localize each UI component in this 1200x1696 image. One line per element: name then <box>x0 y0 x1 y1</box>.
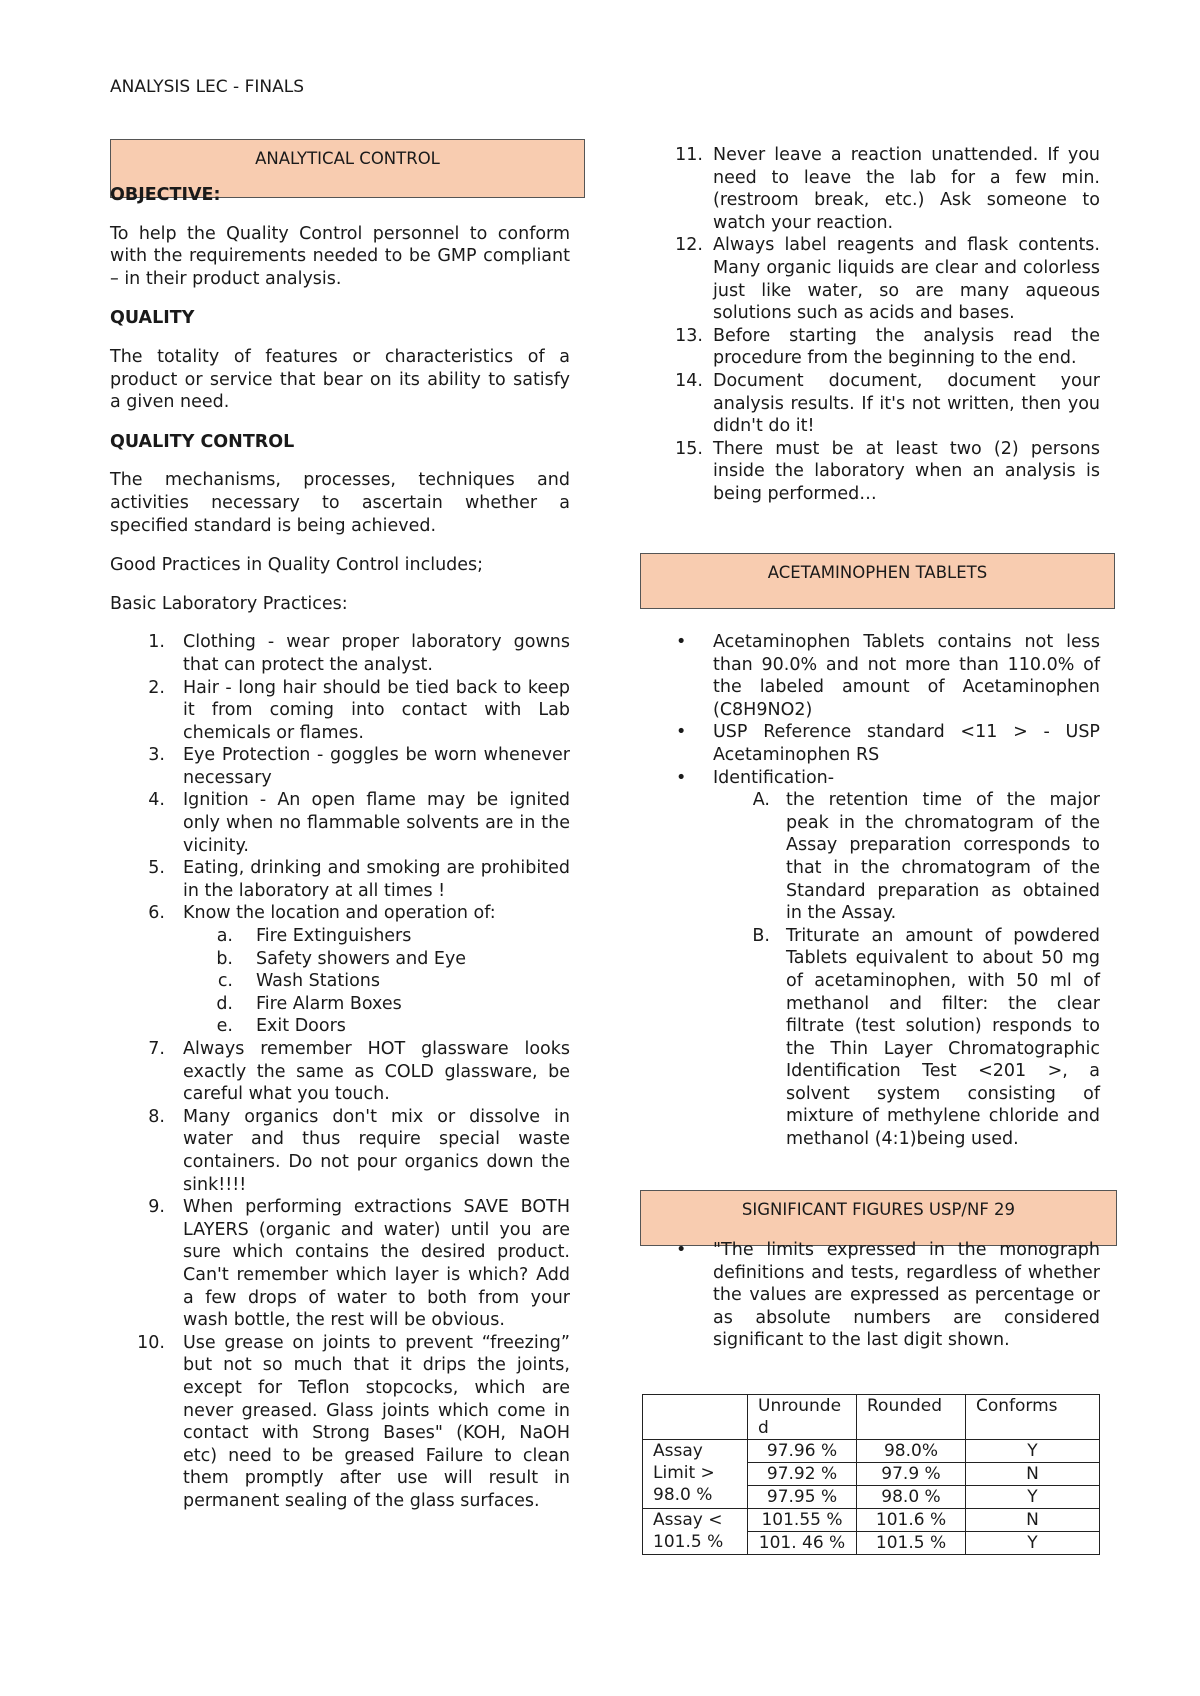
objective-text: To help the Quality Control personnel to conform with the requirements needed to be GMP compliant – in their product analysis. <box>110 223 570 289</box>
list-item: 6. Know the location and operation of: a. Fire Extinguishers b. Safety showers and Eye c. Wash Stations d. Fire Alarm Boxes e. Exit Doors <box>110 902 570 1038</box>
table-row: Assay Limit > 98.0 % 97.96 % 98.0% Y <box>643 1440 1100 1463</box>
identification-list <box>640 789 1100 1151</box>
practices-list <box>110 631 570 1512</box>
objective-heading: OBJECTIVE: <box>110 185 221 205</box>
table-header-row: Unrounde d Rounded Conforms <box>643 1395 1100 1440</box>
list-item: 15. There must be at least two (2) persons inside the laboratory when an analysis is being performed… <box>675 438 1100 504</box>
left-column <box>110 184 570 1512</box>
list-item: 9. When performing extractions SAVE BOTH LAYERS (organic and water) until you are sure which contains the desired product. Can't remember which layer is which? Add a few drops of water to both from your wash bottle, the rest will be obvious. <box>148 1197 570 1331</box>
table-row: 101. 46 % 101.5 % Y <box>643 1532 1100 1555</box>
list-item: 13. Before starting the analysis read the procedure from the beginning to the end. <box>675 325 1100 369</box>
list-item: A. the retention time of the major peak in the chromatogram of the Assay preparation corresponds to that in the chromatogram of the Standard preparation as obtained in the Assay. <box>752 790 1100 924</box>
list-item: 7. Always remember HOT glassware looks exactly the same as COLD glassware, be careful what you touch. <box>148 1039 570 1105</box>
quality-control-heading: QUALITY CONTROL <box>110 431 295 452</box>
significant-figures-box <box>640 1190 1117 1246</box>
right-column <box>640 144 1100 506</box>
basic-lab-text: Basic Laboratory Practices: <box>110 593 348 614</box>
list-item: e. Exit Doors <box>216 1016 346 1037</box>
list-item: • Acetaminophen Tablets contains not less than 90.0% and not more than 110.0% of the labeled amount of Acetaminophen (C8H9NO2) <box>676 632 1100 720</box>
list-item: 10. Use grease on joints to prevent “freezing” but not so much that it drips the joints, except for Teflon stopcocks, which are never greased. Glass joints which come in contact with Strong Bases" (KOH, NaOH etc) need to be greased Failure to clean them promptly after use will result in permanent sealing of the glass surfaces. <box>137 1332 570 1511</box>
list-item: 11. Never leave a reaction unattended. If you need to leave the lab for a few min. (restroom break, etc.) Ask someone to watch your reaction. <box>675 145 1100 233</box>
acetaminophen-bullets <box>640 631 1100 789</box>
table-row: Assay < 101.5 % 101.55 % 101.6 % N <box>643 1509 1100 1532</box>
document-header: ANALYSIS LEC - FINALS <box>110 77 304 97</box>
list-item: 2. Hair - long hair should be tied back to keep it from coming into contact with Lab chemicals or flames. <box>148 677 570 743</box>
list-item: 5. Eating, drinking and smoking are prohibited in the laboratory at all times ! <box>148 858 570 901</box>
acetaminophen-tablets-title: ACETAMINOPHEN TABLETS <box>767 563 988 582</box>
quality-control-text: The mechanisms, processes, techniques and activities necessary to ascertain whether a specified standard is being achieved. <box>110 470 570 536</box>
practices-list-continued <box>640 144 1100 506</box>
list-item: B. Triturate an amount of powdered Tablets equivalent to about 50 mg of acetaminophen, with 50 ml of methanol and filter: the clear filtrate (test solution) responds to the Thin Layer Chromatographic Identification Test <201 >, a solvent system consisting of mixture of methylene chloride and methanol (4:1)being used. <box>752 925 1100 1150</box>
acetaminophen-tablets-box <box>640 553 1115 609</box>
analytical-control-title: ANALYTICAL CONTROL <box>255 149 440 168</box>
bullet-icon: • <box>676 1240 687 1260</box>
locations-list <box>110 925 570 1038</box>
bullet-icon: • <box>676 632 687 652</box>
table-row: 97.92 % 97.9 % N <box>643 1463 1100 1486</box>
list-item: d. Fire Alarm Boxes <box>216 993 402 1014</box>
acetaminophen-section <box>640 631 1100 1151</box>
list-item: • Identification- <box>676 767 835 788</box>
significant-figures-table <box>642 1394 1100 1555</box>
list-item: 12. Always label reagents and flask contents. Many organic liquids are clear and colorless just like water, so are many aqueous solutions such as acids and bases. <box>675 235 1100 324</box>
table-row: 97.95 % 98.0 % Y <box>643 1486 1100 1509</box>
significant-figures-title: SIGNIFICANT FIGURES USP/NF 29 <box>741 1200 1016 1219</box>
list-item: b. Safety showers and Eye <box>216 948 467 969</box>
quality-heading: QUALITY <box>110 308 195 329</box>
list-item: 3. Eye Protection - goggles be worn whenever necessary <box>148 745 570 788</box>
list-item: • "The limits expressed in the monograph definitions and tests, regardless of whether the values are expressed as percentage or as absolute numbers are considered significant to the last digit shown. <box>676 1240 1100 1351</box>
assay-limit-label: Assay Limit > 98.0 % <box>643 1440 748 1509</box>
list-item: 1. Clothing - wear proper laboratory gowns that can protect the analyst. <box>148 632 570 675</box>
list-item: 14. Document document, document your analysis results. If it's not written, then you didn't do it! <box>675 370 1100 437</box>
significant-figures-bullets <box>640 1239 1100 1352</box>
assay-upper-label: Assay < 101.5 % <box>643 1509 748 1555</box>
quality-text: The totality of features or characteristics of a product or service that bear on its ability to satisfy a given need. <box>110 346 570 413</box>
list-item: • USP Reference standard <11 > - USP Acetaminophen RS <box>676 722 1100 765</box>
list-item: 4. Ignition - An open flame may be ignited only when no flammable solvents are in the vicinity. <box>148 790 570 856</box>
list-item: c. Wash Stations <box>217 971 381 992</box>
bullet-icon: • <box>676 767 687 788</box>
list-item: a. Fire Extinguishers <box>216 926 412 947</box>
significant-figures-section <box>640 1239 1100 1352</box>
bullet-icon: • <box>676 722 687 743</box>
list-item: 8. Many organics don't mix or dissolve in water and thus require special waste containers. Do not pour organics down the sink!!!! <box>148 1106 570 1195</box>
good-practices-text: Good Practices in Quality Control includes; <box>110 555 484 576</box>
